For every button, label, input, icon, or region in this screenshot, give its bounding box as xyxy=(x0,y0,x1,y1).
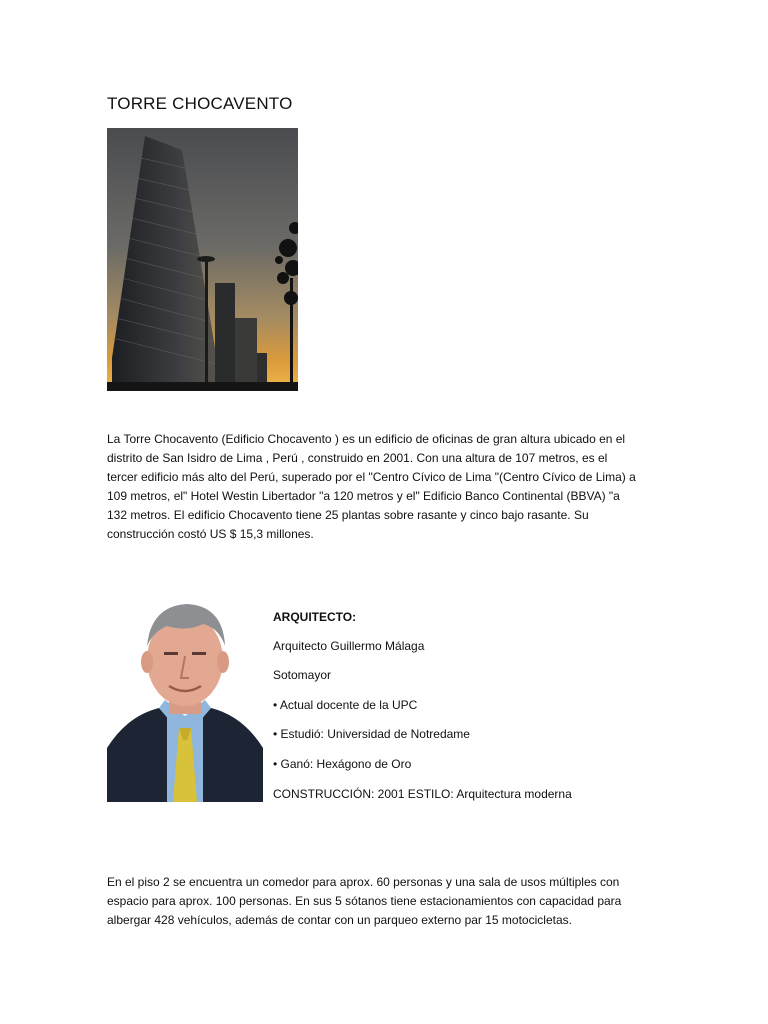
architect-name-line1: Arquitecto Guillermo Málaga xyxy=(273,639,425,653)
intro-line: distrito de San Isidro de Lima , Perú , construido en 2001. Con una altura de 107 metros, es el xyxy=(107,451,608,465)
architect-portrait xyxy=(107,588,263,802)
construction-style-line: CONSTRUCCIÓN: 2001 ESTILO: Arquitectura moderna xyxy=(273,787,572,801)
intro-line: La Torre Chocavento (Edificio Chocavento ) es un edificio de oficinas de gran altura ubicado en el xyxy=(107,432,626,446)
architect-name-line2: Sotomayor xyxy=(273,668,332,682)
tower-photo-graphic xyxy=(107,128,298,391)
intro-paragraph xyxy=(107,430,667,544)
tower-photo xyxy=(107,128,298,391)
architect-heading: ARQUITECTO: xyxy=(273,610,357,624)
architect-bullet: • Actual docente de la UPC xyxy=(273,698,418,712)
architect-portrait-graphic xyxy=(107,588,263,802)
closing-line: espacio para aprox. 100 personas. En sus 5 sótanos tiene estacionamientos con capacidad para xyxy=(107,894,622,908)
architect-bullet: • Estudió: Universidad de Notredame xyxy=(273,727,470,741)
closing-line: En el piso 2 se encuentra un comedor para aprox. 60 personas y una sala de usos múltiples con xyxy=(107,875,620,889)
intro-line: 132 metros. El edificio Chocavento tiene 25 plantas sobre rasante y cinco bajo rasante. Su xyxy=(107,508,589,522)
intro-line: 109 metros, el" Hotel Westin Libertador "a 120 metros y el" Edificio Banco Continental (BBVA) "a xyxy=(107,489,620,503)
intro-line: construcción costó US $ 15,3 millones. xyxy=(107,527,314,541)
page-title: TORRE CHOCAVENTO xyxy=(107,94,293,113)
architect-bullet: • Ganó: Hexágono de Oro xyxy=(273,757,412,771)
closing-line: albergar 428 vehículos, además de contar con un parqueo externo par 15 motocicletas. xyxy=(107,913,572,927)
intro-line: tercer edificio más alto del Perú, superado por el "Centro Cívico de Lima "(Centro Cívico de Lima) a xyxy=(107,470,636,484)
closing-paragraph xyxy=(107,873,647,930)
